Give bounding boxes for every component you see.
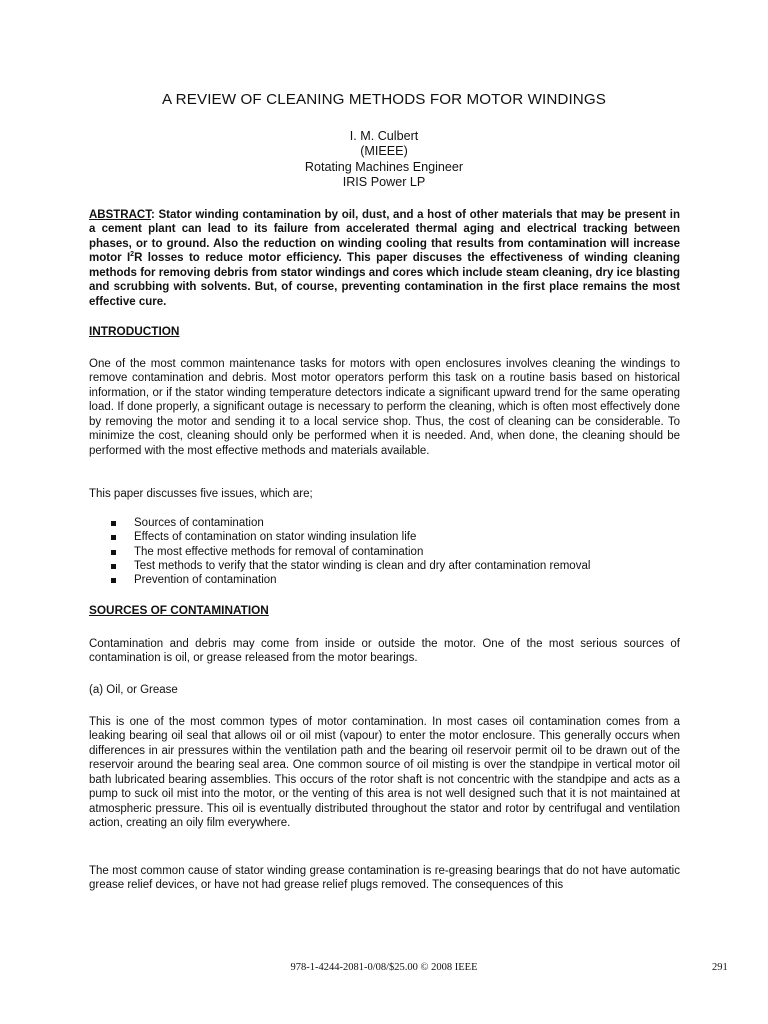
bullet-icon (111, 564, 116, 569)
introduction-paragraph-2: This paper discusses five issues, which are; (89, 488, 313, 500)
author-membership: (MIEEE) (360, 144, 408, 159)
list-item (108, 559, 590, 573)
list-item (108, 516, 590, 530)
author-name: I. M. Culbert (349, 129, 419, 143)
list-item-text: The most effective methods for removal of contamination (134, 545, 424, 558)
list-item-text: Sources of contamination (134, 517, 264, 529)
introduction-paragraph-1: One of the most common maintenance tasks for motors with open enclosures involves cleaning the windings to remove contamination and debris. Most motor operators perform this task on a routine basis based on historical information, or if the stator winding temperature detectors indicate a significant upward trend for the same operating load. If done properly, a significant outage is necessary to perform the cleaning, which is often most effectively done by removing the motor and sending it to a local service shop. Thus, the cost of cleaning can be considerable. To minimize the cost, cleaning should only be performed when it is needed. And, when done, the cleaning should be performed with the most effective methods and materials available. (89, 358, 680, 457)
issues-list (108, 516, 590, 588)
sources-heading: SOURCES OF CONTAMINATION (89, 603, 269, 617)
author-position: Rotating Machines Engineer (304, 159, 464, 174)
abstract-text-b: R losses to reduce motor efficiency. This paper discuses the effectiveness of winding cleaning methods for removing debris from stator windings and cores which include steam cleaning, dry ice blasting and scrubbing with solvents. But, of course, preventing contamination in the first place remains the most effective cure. (89, 252, 680, 308)
bullet-icon (111, 578, 116, 583)
introduction-heading: INTRODUCTION (89, 324, 180, 338)
list-item (108, 545, 590, 559)
list-item (108, 530, 590, 544)
sources-paragraph-1: Contamination and debris may come from inside or outside the motor. One of the most serious sources of contamination is oil, or grease released from the motor bearings. (89, 638, 680, 665)
abstract-label: ABSTRACT (89, 209, 151, 221)
bullet-icon (111, 535, 116, 540)
copyright-footer: 978-1-4244-2081-0/08/$25.00 © 2008 IEEE (290, 962, 478, 973)
list-item-text: Test methods to verify that the stator winding is clean and dry after contamination removal (134, 560, 591, 573)
sources-paragraph-2: This is one of the most common types of motor contamination. In most cases oil contamination comes from a leaking bearing oil seal that allows oil or oil mist (vapour) to enter the motor enclosure. This generally occurs when differences in air pressures within the ventilation path and the bearing oil reservoir permit oil to be drawn out of the reservoir around the bearing seal area. One common source of oil misting is over the standpipe in vertical motor oil bath lubricated bearing assemblies. This occurs of the rotor shaft is not concentric with the standpipe and acts as a pump to suck oil mist into the motor, or the venting of this area is not well designed such that it is not maintained at atmospheric pressure. This oil is eventually distributed throughout the stator and rotor by centrifugal and ventilation action, creating an oily film everywhere. (89, 716, 680, 830)
abstract-text-a: : Stator winding contamination by oil, dust, and a host of other materials that may be present in a cement plant can lead to its failure from accelerated thermal aging and electrical tracking between phases, or to ground. Also the reduction on winding cooling that results from contamination will increase motor I (89, 209, 680, 265)
list-item-text: Effects of contamination on stator winding insulation life (134, 531, 417, 544)
paper-title: A REVIEW OF CLEANING METHODS FOR MOTOR WINDINGS (161, 91, 607, 108)
page-number: 291 (712, 962, 728, 973)
sources-paragraph-3: The most common cause of stator winding grease contamination is re-greasing bearings that do not have automatic grease relief devices, or have not had grease relief plugs removed. The consequences of this (89, 865, 680, 892)
author-block (0, 129, 768, 190)
author-affiliation: IRIS Power LP (342, 174, 426, 189)
subsection-oil-grease: (a) Oil, or Grease (89, 684, 178, 696)
abstract-superscript: 2 (130, 251, 135, 259)
list-item (108, 573, 590, 587)
list-item-text: Prevention of contamination (134, 574, 277, 587)
bullet-icon (111, 550, 116, 555)
abstract (89, 208, 680, 309)
bullet-icon (111, 521, 116, 526)
